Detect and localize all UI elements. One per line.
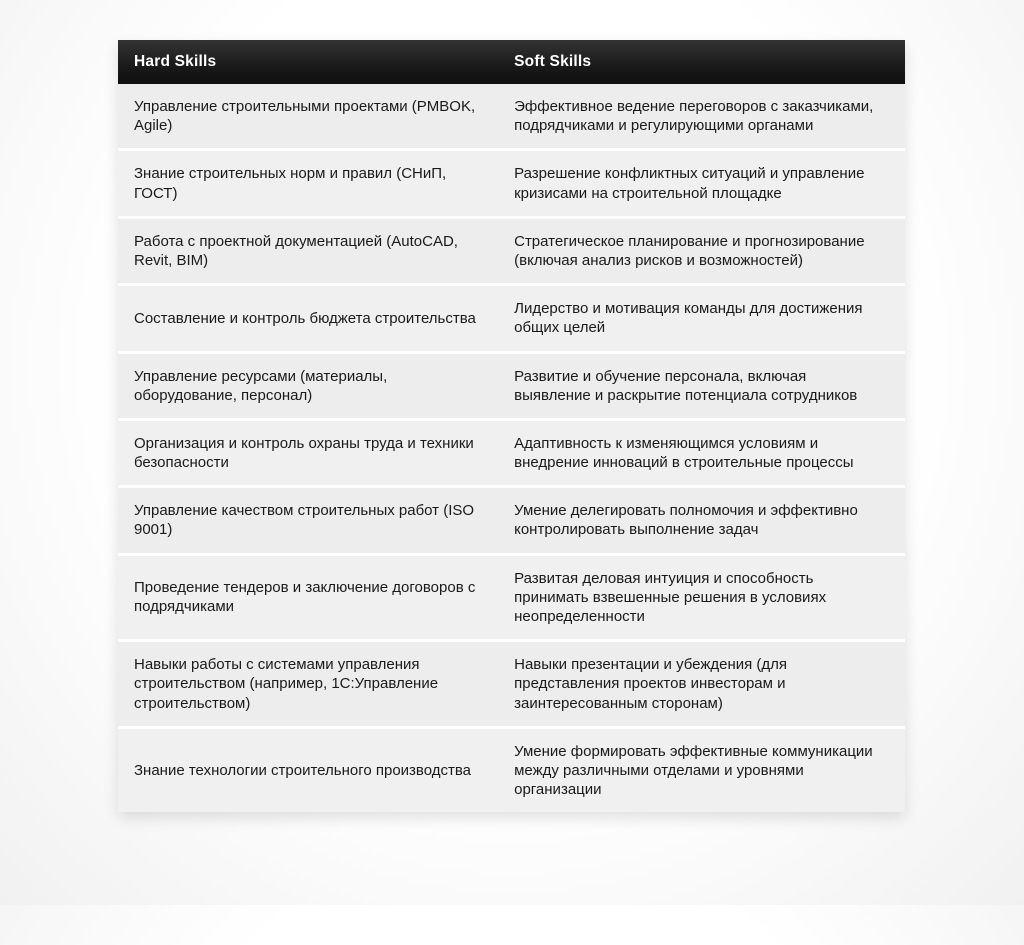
table-row [118,726,905,813]
soft-skill-cell: Разрешение конфликтных ситуаций и управление кризисами на строительной площадке [514,165,865,202]
table-row [118,84,905,148]
soft-skill-cell: Навыки презентации и убеждения (для представления проектов инвесторам и заинтересованным сторонам) [514,656,788,712]
hard-skill-cell: Знание технологии строительного производства [134,761,471,779]
header-cell-soft-skills: Soft Skills [514,53,592,70]
table-row [118,553,905,640]
table-row [118,351,905,418]
hard-skill-cell: Составление и контроль бюджета строительства [134,309,476,327]
table-body [118,84,905,812]
soft-skill-cell: Стратегическое планирование и прогнозирование (включая анализ рисков и возможностей) [514,232,865,269]
soft-skill-cell: Адаптивность к изменяющимся условиям и внедрение инноваций в строительные процессы [514,434,854,472]
hard-skill-cell: Управление ресурсами (материалы, оборудование, персонал) [134,367,388,404]
table-row [118,216,905,283]
table-row [118,283,905,350]
hard-skill-cell: Управление качеством строительных работ (ISO 9001) [134,502,475,539]
soft-skill-cell: Эффективное ведение переговоров с заказчиками, подрядчиками и регулирующими органами [514,98,874,135]
skills-comparison-table [118,40,905,812]
hard-skill-cell: Знание строительных норм и правил (СНиП, ГОСТ) [134,165,447,202]
soft-skill-cell: Умение делегировать полномочия и эффективно контролировать выполнение задач [514,502,858,539]
soft-skill-cell: Лидерство и мотивация команды для достижения общих целей [514,300,863,337]
hard-skill-cell: Организация и контроль охраны труда и техники безопасности [134,434,474,472]
table-row [118,485,905,552]
table-row [118,418,905,485]
hard-skill-cell: Навыки работы с системами управления строительством (например, 1С:Управление строительством) [134,656,439,712]
table-row [118,639,905,726]
soft-skill-cell: Умение формировать эффективные коммуникации между различными отделами и уровнями организации [514,742,873,799]
header-cell-hard-skills: Hard Skills [134,53,217,70]
hard-skill-cell: Проведение тендеров и заключение договоров с подрядчиками [134,579,476,616]
soft-skill-cell: Развитая деловая интуиция и способность принимать взвешенные решения в условиях неопределенности [514,569,827,625]
table-row [118,148,905,215]
soft-skill-cell: Развитие и обучение персонала, включая выявление и раскрытие потенциала сотрудников [514,367,858,404]
hard-skill-cell: Работа с проектной документацией (AutoCAD, Revit, BIM) [134,232,458,269]
hard-skill-cell: Управление строительными проектами (PMBOK, Agile) [134,98,476,135]
table-header-row [118,40,905,84]
